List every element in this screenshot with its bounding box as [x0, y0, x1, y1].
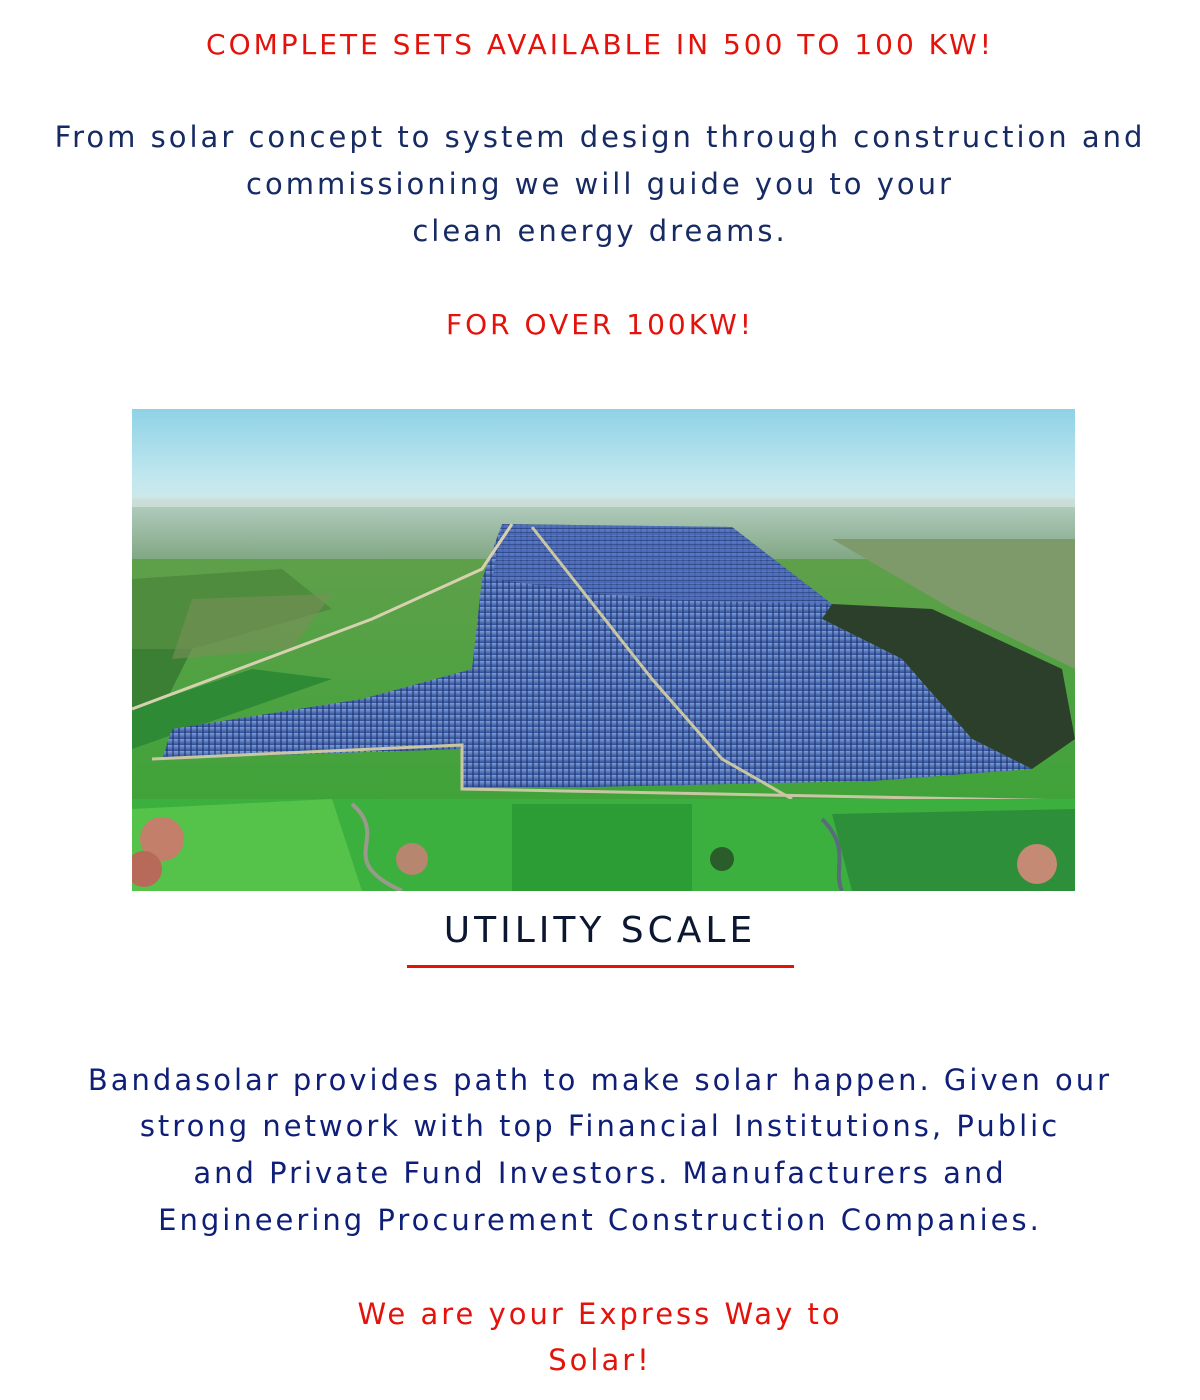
description-line-3: and Private Fund Investors. Manufacturers and	[193, 1156, 1007, 1190]
intro-line-3: clean energy dreams.	[412, 214, 788, 248]
availability-headline: COMPLETE SETS AVAILABLE IN 500 TO 100 KW!	[206, 28, 994, 61]
intro-line-2: commissioning we will guide you to your	[246, 167, 954, 201]
description-line-4: Engineering Procurement Construction Companies.	[158, 1203, 1042, 1237]
description-line-2: strong network with top Financial Institutions, Public	[139, 1109, 1061, 1143]
intro-line-1: From solar concept to system design through construction and	[54, 120, 1146, 154]
tagline-line-1: We are your Express Way to	[357, 1297, 843, 1331]
section-title: UTILITY SCALE	[443, 910, 757, 951]
offer-headline: FOR OVER 100KW!	[446, 308, 754, 341]
title-underline	[407, 965, 794, 968]
solar-farm-image	[132, 409, 1075, 891]
tagline-line-2: Solar!	[548, 1343, 652, 1377]
description-line-1: Bandasolar provides path to make solar happen. Given our	[87, 1063, 1113, 1097]
